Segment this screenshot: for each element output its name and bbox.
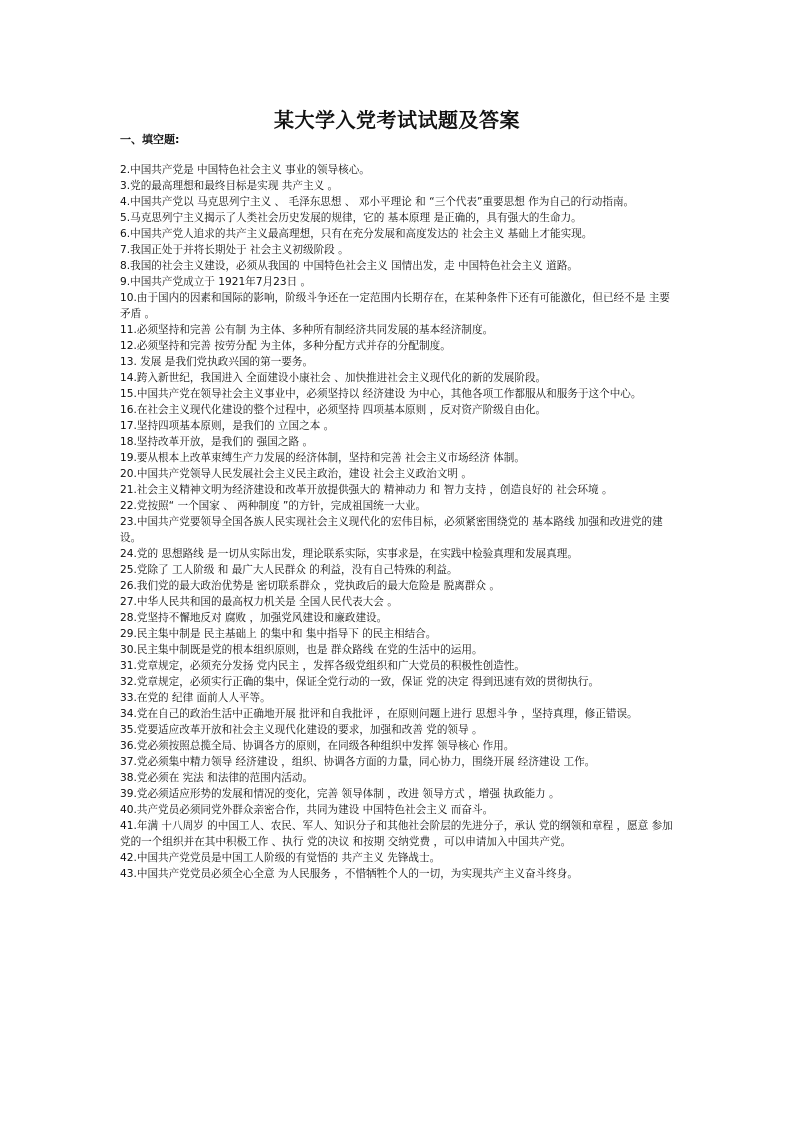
question-item: 33.在党的 纪律 面前人人平等。 bbox=[120, 692, 271, 704]
question-item: 26.我们党的最大政治优势是 密切联系群众 ，党执政后的最大危险是 脱离群众 。 bbox=[120, 580, 500, 592]
question-item: 28.党坚持不懈地反对 腐败 ，加强党风建设和廉政建设。 bbox=[120, 612, 388, 624]
question-item: 12.必须坚持和完善 按劳分配 为主体，多种分配方式并存的分配制度。 bbox=[120, 340, 451, 352]
question-item: 39.党必须适应形势的发展和情况的变化，完善 领导体制 ，改进 领导方式 ，增强 执政能力 。 bbox=[120, 788, 560, 800]
question-item: 40.共产党员必须同党外群众亲密合作，共同为建设 中国特色社会主义 而奋斗。 bbox=[120, 804, 494, 816]
question-item: 31.党章规定，必须充分发扬 党内民主 ，发挥各级党组织和广大党员的积极性创造性。 bbox=[120, 660, 525, 672]
question-item: 7.我国正处于并将长期处于 社会主义初级阶段 。 bbox=[120, 244, 349, 256]
question-item: 42.中国共产党党员是中国工人阶级的有觉悟的 共产主义 先锋战士。 bbox=[120, 852, 441, 864]
question-item: 38.党必须在 宪法 和法律的范围内活动。 bbox=[120, 772, 314, 784]
question-item: 34.党在自己的政治生活中正确地开展 批评和自我批评 ，在原则问题上进行 思想斗争 ，坚持真理，修正错误。 bbox=[120, 708, 638, 720]
question-item: 3.党的最高理想和最终目标是实现 共产主义 。 bbox=[120, 180, 339, 192]
question-item: 32.党章规定，必须实行正确的集中，保证全党行动的一致，保证 党的决定 得到迅速有效的贯彻执行。 bbox=[120, 676, 600, 688]
question-item: 30.民主集中制既是党的根本组织原则，也是 群众路线 在党的生活中的运用。 bbox=[120, 644, 483, 656]
question-item: 21.社会主义精神文明为经济建设和改革开放提供强大的 精神动力 和 智力支持 ，创造良好的 社会环境 。 bbox=[120, 484, 613, 496]
question-item: 4.中国共产党以 马克思列宁主义 、 毛泽东思想 、 邓小平理论 和 “三个代表”重要思想 作为自己的行动指南。 bbox=[120, 196, 635, 208]
question-item: 15.中国共产党在领导社会主义事业中，必须坚持以 经济建设 为中心，其他各项工作都服从和服务于这个中心。 bbox=[120, 388, 642, 400]
question-item: 19.要从根本上改革束缚生产力发展的经济体制，坚持和完善 社会主义市场经济 体制。 bbox=[120, 452, 525, 464]
document-title: 某大学入党考试试题及答案 bbox=[274, 108, 520, 132]
question-item: 2.中国共产党是 中国特色社会主义 事业的领导核心。 bbox=[120, 164, 370, 176]
question-item: 14.跨入新世纪，我国进入 全面建设小康社会 、加快推进社会主义现代化的新的发展阶段。 bbox=[120, 372, 547, 384]
question-list bbox=[120, 162, 680, 882]
question-item: 9.中国共产党成立于 1921年7月23日 。 bbox=[120, 276, 312, 288]
question-item: 5.马克思列宁主义揭示了人类社会历史发展的规律，它的 基本原理 是正确的，具有强大的生命力。 bbox=[120, 212, 582, 224]
question-item: 13. 发展 是我们党执政兴国的第一要务。 bbox=[120, 356, 314, 368]
question-item: 16.在社会主义现代化建设的整个过程中，必须坚持 四项基本原则 ，反对资产阶级自由化。 bbox=[120, 404, 547, 416]
question-item: 36.党必须按照总揽全局、协调各方的原则，在同级各种组织中发挥 领导核心 作用。 bbox=[120, 740, 515, 752]
question-item: 25.党除了 工人阶级 和 最广大人民群众 的利益，没有自己特殊的利益。 bbox=[120, 564, 458, 576]
question-item: 22.党按照“ 一个国家 、 两种制度 ”的方针，完成祖国统一大业。 bbox=[120, 500, 427, 512]
question-item: 24.党的 思想路线 是一切从实际出发，理论联系实际，实事求是，在实践中检验真理和发展真理。 bbox=[120, 548, 578, 560]
section-heading: 一、填空题: bbox=[120, 133, 180, 146]
question-item: 11.必须坚持和完善 公有制 为主体、多种所有制经济共同发展的基本经济制度。 bbox=[120, 324, 494, 336]
question-item: 17.坚持四项基本原则，是我们的 立国之本 。 bbox=[120, 420, 335, 432]
question-item: 18.坚持改革开放，是我们的 强国之路 。 bbox=[120, 436, 314, 448]
question-item: 35.党要适应改革开放和社会主义现代化建设的要求，加强和改善 党的领导 。 bbox=[120, 724, 483, 736]
question-item: 8.我国的社会主义建设，必须从我国的 中国特色社会主义 国情出发，走 中国特色社会主义 道路。 bbox=[120, 260, 578, 272]
question-item: 10.由于国内的因素和国际的影响，阶级斗争还在一定范围内长期存在，在某种条件下还有可能激化，但已经不是 主要矛盾 。 bbox=[120, 292, 670, 320]
question-item: 23.中国共产党要领导全国各族人民实现社会主义现代化的宏伟目标，必须紧密围绕党的 基本路线 加强和改进党的建设。 bbox=[120, 516, 663, 544]
question-item: 20.中国共产党领导人民发展社会主义民主政治，建设 社会主义政治文明 。 bbox=[120, 468, 472, 480]
question-item: 27.中华人民共和国的最高权力机关是 全国人民代表大会 。 bbox=[120, 596, 398, 608]
question-item: 37.党必须集中精力领导 经济建设 ，组织、协调各方面的力量，同心协力，围绕开展 经济建设 工作。 bbox=[120, 756, 596, 768]
question-item: 29.民主集中制是 民主基础上 的集中和 集中指导下 的民主相结合。 bbox=[120, 628, 437, 640]
question-item: 41.年满 十八周岁 的中国工人、农民、军人、知识分子和其他社会阶层的先进分子，承认 党的纲领和章程 ，愿意 参加党的一个组织并在其中积极工作 、执行 党的决议 和按期 交纳党费 ，可以申请加入中国共产党。 bbox=[120, 820, 673, 848]
question-item: 6.中国共产党人追求的共产主义最高理想，只有在充分发展和高度发达的 社会主义 基础上才能实现。 bbox=[120, 228, 593, 240]
question-item: 43.中国共产党党员必须全心全意 为人民服务 ，不惜牺牲个人的一切，为实现共产主义奋斗终身。 bbox=[120, 868, 578, 880]
